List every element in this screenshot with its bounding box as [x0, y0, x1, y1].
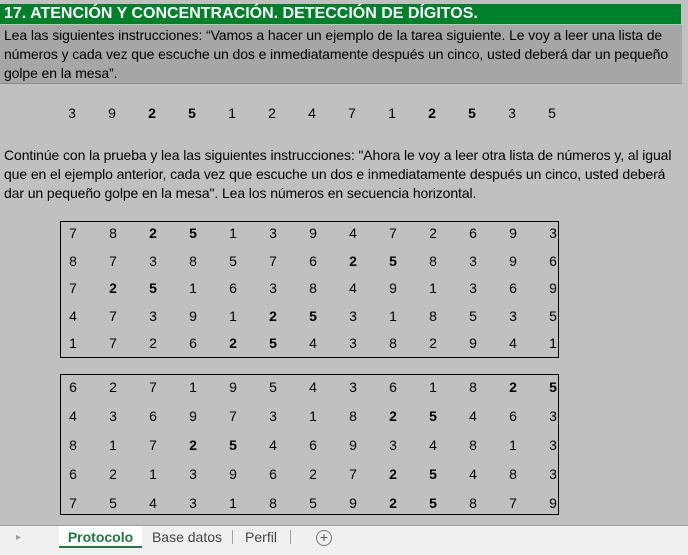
- grid-digit: 5: [109, 495, 117, 511]
- grid-digit: 8: [429, 307, 437, 324]
- grid-digit: 5: [549, 379, 557, 395]
- grid-digit: 4: [469, 408, 477, 424]
- test-instructions: Continúe con la prueba y lea las siguientes instrucciones: "Ahora le voy a leer otra lista de números y, al igual que en el ejemplo anterior, cada vez que escuche un dos e inmediatamente después un cinco, usted deberá dar un pequeño golpe en la mesa". Lea los números en secuencia horizontal.: [4, 147, 672, 201]
- grid-digit: 1: [549, 335, 557, 351]
- tab-protocolo[interactable]: Protocolo: [59, 526, 142, 548]
- grid-digit: 1: [109, 437, 117, 453]
- grid-digit: 3: [549, 408, 557, 424]
- grid-row: [61, 464, 558, 484]
- grid-digit: 3: [349, 335, 357, 351]
- grid-digit: 7: [149, 379, 157, 395]
- grid-row: [61, 377, 558, 397]
- grid-digit: 9: [349, 495, 357, 511]
- grid-digit: 7: [509, 495, 517, 511]
- example-digit: 5: [468, 105, 476, 121]
- grid-digit: 5: [429, 408, 437, 424]
- grid-row: [61, 278, 558, 298]
- grid-digit: 1: [189, 379, 197, 395]
- grid-digit: 2: [229, 335, 237, 351]
- grid-digit: 3: [189, 495, 197, 511]
- grid-digit: 9: [549, 495, 557, 511]
- example-digit: 1: [228, 105, 236, 121]
- grid-digit: 5: [269, 335, 277, 351]
- grid-digit: 8: [469, 379, 477, 395]
- divider: [0, 83, 682, 84]
- grid-digit: 7: [389, 225, 397, 241]
- grid-digit: 8: [309, 280, 317, 296]
- grid-digit: 6: [69, 379, 77, 395]
- grid-digit: 3: [469, 280, 477, 296]
- example-digit: 2: [148, 105, 156, 121]
- grid-digit: 8: [269, 495, 277, 511]
- example-digit: 4: [308, 105, 316, 121]
- grid-digit: 7: [229, 408, 237, 424]
- grid-digit: 5: [269, 379, 277, 395]
- grid-digit: 6: [309, 437, 317, 453]
- grid-digit: 3: [349, 307, 357, 324]
- grid-digit: 6: [509, 280, 517, 296]
- grid-digit: 2: [109, 379, 117, 395]
- grid-digit: 3: [109, 408, 117, 424]
- grid-digit: 7: [109, 335, 117, 351]
- grid-digit: 9: [509, 225, 517, 241]
- grid-digit: 9: [309, 225, 317, 241]
- grid-digit: 2: [189, 437, 197, 453]
- grid-row: [61, 223, 558, 243]
- grid-digit: 3: [189, 466, 197, 482]
- grid-digit: 8: [349, 408, 357, 424]
- grid-digit: 4: [349, 225, 357, 241]
- grid-digit: 8: [389, 335, 397, 351]
- example-digit: 9: [108, 105, 116, 121]
- grid-digit: 9: [229, 466, 237, 482]
- grid-digit: 3: [269, 225, 277, 241]
- grid-row: [61, 406, 558, 426]
- digit-grid-2: [60, 374, 559, 515]
- grid-digit: 6: [229, 280, 237, 296]
- grid-digit: 1: [69, 335, 77, 351]
- grid-digit: 9: [229, 379, 237, 395]
- grid-digit: 6: [149, 408, 157, 424]
- grid-digit: 3: [509, 307, 517, 324]
- grid-digit: 5: [549, 307, 557, 324]
- grid-digit: 7: [149, 437, 157, 453]
- grid-digit: 8: [69, 437, 77, 453]
- tab-separator: [232, 530, 233, 544]
- grid-digit: 2: [269, 307, 277, 324]
- grid-digit: 7: [109, 307, 117, 324]
- grid-digit: 7: [109, 252, 117, 269]
- tab-perfil[interactable]: Perfil: [245, 529, 277, 545]
- grid-digit: 7: [269, 252, 277, 269]
- grid-digit: 3: [149, 252, 157, 269]
- grid-digit: 4: [429, 437, 437, 453]
- grid-digit: 2: [389, 408, 397, 424]
- grid-digit: 8: [469, 495, 477, 511]
- grid-digit: 1: [309, 408, 317, 424]
- grid-digit: 6: [549, 252, 557, 269]
- grid-row: [61, 251, 558, 271]
- grid-digit: 5: [389, 252, 397, 269]
- grid-digit: 2: [349, 252, 357, 269]
- grid-digit: 6: [69, 466, 77, 482]
- grid-digit: 2: [389, 466, 397, 482]
- grid-digit: 6: [509, 408, 517, 424]
- example-digit: 1: [388, 105, 396, 121]
- grid-row: [61, 333, 558, 353]
- grid-digit: 6: [189, 335, 197, 351]
- grid-digit: 9: [189, 307, 197, 324]
- grid-digit: 5: [469, 307, 477, 324]
- grid-digit: 5: [309, 307, 317, 324]
- scroll-tabs-left-icon[interactable]: ▸: [16, 532, 22, 543]
- grid-digit: 9: [389, 280, 397, 296]
- grid-digit: 6: [269, 466, 277, 482]
- section-title: 17. ATENCIÓN Y CONCENTRACIÓN. DETECCIÓN DE DÍGITOS.: [0, 4, 682, 24]
- grid-digit: 2: [509, 379, 517, 395]
- grid-digit: 2: [429, 225, 437, 241]
- grid-digit: 1: [429, 280, 437, 296]
- grid-digit: 4: [309, 335, 317, 351]
- grid-digit: 7: [349, 466, 357, 482]
- grid-digit: 1: [149, 466, 157, 482]
- example-digit: 2: [268, 105, 276, 121]
- tab-separator: [290, 530, 291, 544]
- grid-row: [61, 435, 558, 455]
- grid-digit: 8: [69, 252, 77, 269]
- grid-digit: 8: [109, 225, 117, 241]
- grid-digit: 5: [429, 466, 437, 482]
- grid-digit: 2: [109, 466, 117, 482]
- grid-digit: 6: [469, 225, 477, 241]
- grid-digit: 4: [309, 379, 317, 395]
- grid-digit: 4: [149, 495, 157, 511]
- grid-digit: 5: [309, 495, 317, 511]
- example-digit: 5: [188, 105, 196, 121]
- digit-grid-1: [60, 221, 559, 358]
- grid-digit: 4: [469, 466, 477, 482]
- scroll-edge: [682, 0, 688, 525]
- grid-digit: 1: [229, 495, 237, 511]
- grid-digit: 4: [509, 335, 517, 351]
- grid-digit: 7: [69, 495, 77, 511]
- example-digit: 2: [428, 105, 436, 121]
- grid-digit: 3: [389, 437, 397, 453]
- grid-digit: 6: [309, 252, 317, 269]
- grid-digit: 3: [549, 437, 557, 453]
- grid-digit: 1: [509, 437, 517, 453]
- grid-digit: 4: [69, 307, 77, 324]
- grid-digit: 8: [509, 466, 517, 482]
- sheet-tab-bar: [0, 525, 688, 555]
- grid-digit: 1: [189, 280, 197, 296]
- grid-digit: 2: [389, 495, 397, 511]
- grid-digit: 8: [429, 252, 437, 269]
- example-instructions: Lea las siguientes instrucciones: “Vamos a hacer un ejemplo de la tarea siguiente. Le voy a leer una lista de números y cada vez que escuche un dos e inmediatamente después un cinco, usted deberá dar un pequeño golpe en la mesa”.: [0, 25, 682, 83]
- example-digit: 3: [68, 105, 76, 121]
- grid-digit: 1: [389, 307, 397, 324]
- grid-digit: 3: [349, 379, 357, 395]
- grid-digit: 5: [229, 437, 237, 453]
- grid-row: [61, 493, 558, 513]
- example-sequence: [0, 103, 682, 123]
- grid-digit: 8: [469, 437, 477, 453]
- grid-digit: 6: [389, 379, 397, 395]
- grid-digit: 1: [229, 225, 237, 241]
- grid-digit: 2: [149, 335, 157, 351]
- grid-digit: 9: [189, 408, 197, 424]
- grid-row: [61, 306, 558, 326]
- grid-digit: 9: [349, 437, 357, 453]
- grid-digit: 7: [69, 280, 77, 296]
- grid-digit: 4: [349, 280, 357, 296]
- grid-digit: 3: [469, 252, 477, 269]
- grid-digit: 9: [469, 335, 477, 351]
- add-sheet-icon[interactable]: +: [316, 530, 332, 546]
- grid-digit: 8: [189, 252, 197, 269]
- grid-digit: 3: [549, 466, 557, 482]
- grid-digit: 2: [149, 225, 157, 241]
- grid-digit: 3: [269, 280, 277, 296]
- example-digit: 3: [508, 105, 516, 121]
- grid-digit: 9: [509, 252, 517, 269]
- grid-digit: 7: [69, 225, 77, 241]
- grid-digit: 2: [429, 335, 437, 351]
- grid-digit: 2: [109, 280, 117, 296]
- grid-digit: 4: [269, 437, 277, 453]
- grid-digit: 3: [549, 225, 557, 241]
- grid-digit: 1: [229, 307, 237, 324]
- grid-digit: 3: [149, 307, 157, 324]
- grid-digit: 2: [309, 466, 317, 482]
- grid-digit: 5: [429, 495, 437, 511]
- tab-base-datos[interactable]: Base datos: [151, 529, 223, 545]
- grid-digit: 3: [269, 408, 277, 424]
- grid-digit: 9: [549, 280, 557, 296]
- example-digit: 7: [348, 105, 356, 121]
- grid-digit: 5: [229, 252, 237, 269]
- grid-digit: 4: [69, 408, 77, 424]
- grid-digit: 5: [189, 225, 197, 241]
- grid-digit: 5: [149, 280, 157, 296]
- grid-digit: 1: [429, 379, 437, 395]
- example-digit: 5: [548, 105, 556, 121]
